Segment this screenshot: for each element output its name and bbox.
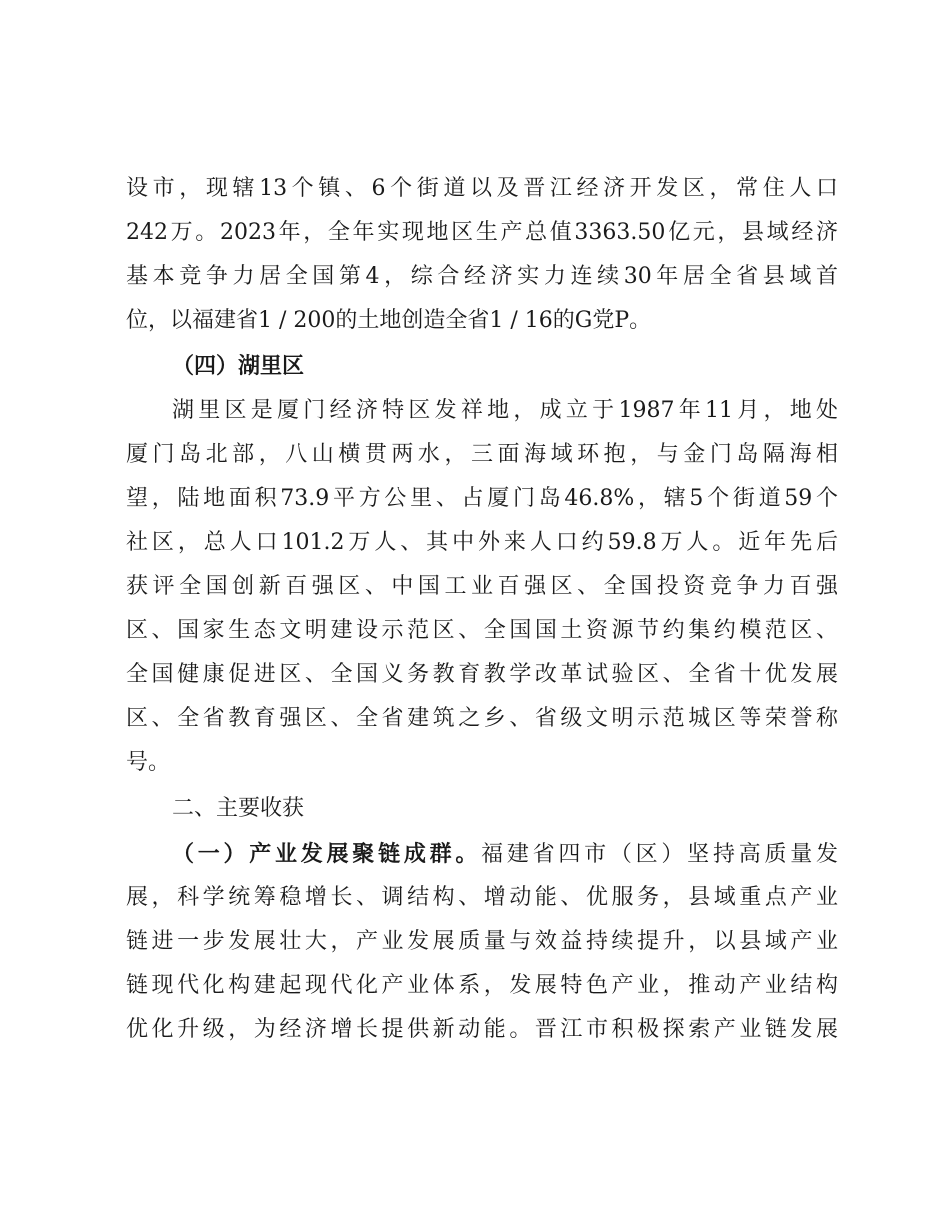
paragraph-line: 获评全国创新百强区、中国工业百强区、全国投资竞争力百强 bbox=[126, 574, 838, 599]
paragraph-lead: （一）产业发展聚链成群。 bbox=[172, 841, 482, 867]
paragraph-line: 湖里区是厦门经济特区发祥地，成立于1987年11月，地处 bbox=[172, 398, 838, 423]
paragraph-line: 厦门岛北部，八山横贯两水，三面海域环抱，与金门岛隔海相 bbox=[126, 442, 838, 467]
paragraph-line: 社区，总人口101.2万人、其中外来人口约59.8万人。近年先后 bbox=[126, 530, 838, 555]
paragraph-lead-rest: 福建省四市（区）坚持高质量发 bbox=[481, 842, 838, 867]
paragraph-line: 链进一步发展壮大，产业发展质量与效益持续提升，以县域产业 bbox=[126, 929, 838, 954]
paragraph-line: 号。 bbox=[126, 750, 171, 775]
subsection-heading: （四）湖里区 bbox=[172, 353, 305, 379]
paragraph-line: 展，科学统筹稳增长、调结构、增动能、优服务，县域重点产业 bbox=[126, 885, 838, 910]
paragraph-first-line bbox=[172, 832, 838, 876]
section-heading: 二、主要收获 bbox=[172, 796, 305, 821]
paragraph-line: 区、国家生态文明建设示范区、全国国土资源节约集约模范区、 bbox=[126, 618, 838, 643]
paragraph-line: 优化升级，为经济增长提供新动能。晋江市积极探索产业链发展 bbox=[126, 1017, 838, 1042]
paragraph-line: 基本竞争力居全国第4，综合经济实力连续30年居全省县域首 bbox=[126, 264, 838, 289]
paragraph-line: 242万。2023年，全年实现地区生产总值3363.50亿元，县域经济 bbox=[126, 220, 838, 245]
paragraph-line: 链现代化构建起现代化产业体系，发展特色产业，推动产业结构 bbox=[126, 973, 838, 998]
paragraph-line: 全国健康促进区、全国义务教育教学改革试验区、全省十优发展 bbox=[126, 662, 838, 687]
paragraph-line: 望，陆地面积73.9平方公里、占厦门岛46.8%，辖5个街道59个 bbox=[126, 486, 838, 511]
paragraph-line: 区、全省教育强区、全省建筑之乡、省级文明示范城区等荣誉称 bbox=[126, 706, 838, 731]
paragraph-line: 位，以福建省1 / 200的土地创造全省1 / 16的G党P。 bbox=[126, 308, 652, 333]
paragraph-line: 设市，现辖13个镇、6个街道以及晋江经济开发区，常住人口 bbox=[126, 176, 838, 201]
